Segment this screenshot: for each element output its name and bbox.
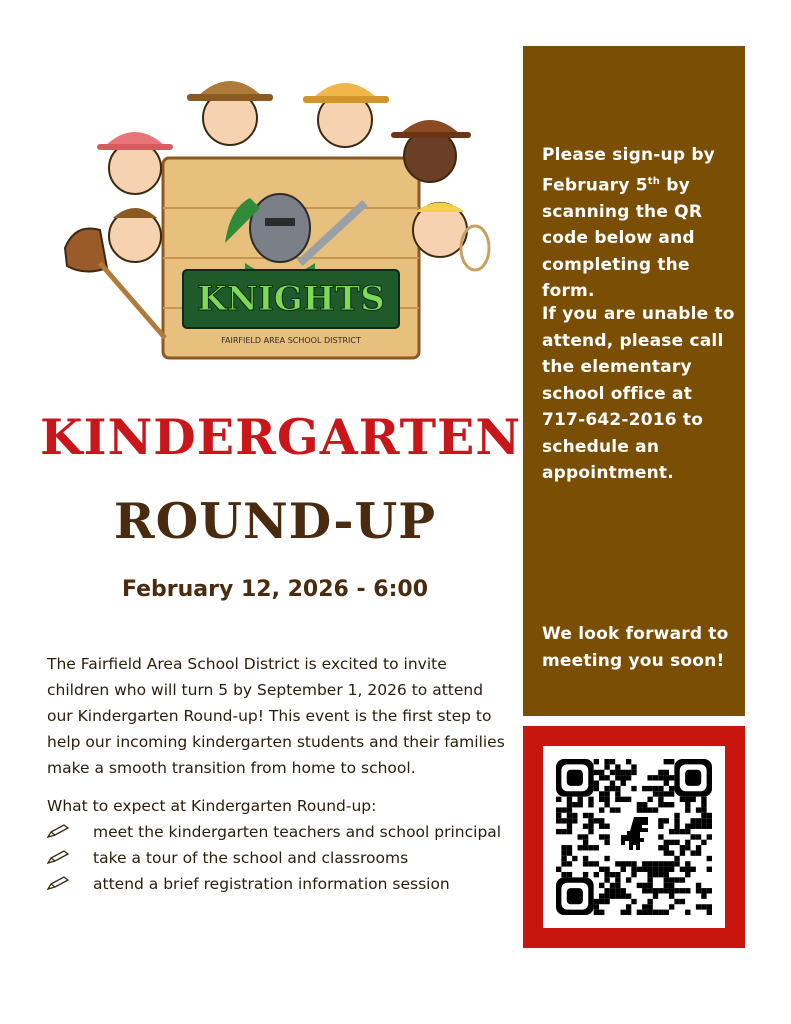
svg-text:FAIRFIELD AREA SCHOOL DISTRICT: FAIRFIELD AREA SCHOOL DISTRICT bbox=[221, 336, 361, 345]
expect-list bbox=[47, 819, 517, 897]
intro-paragraph: The Fairfield Area School District is excited to invite children who will turn 5 by September 1, 2026 to attend our Kindergarten Round-up! This event is the first step to help our incoming kindergarten students and their families make a smooth transition from home to school. bbox=[47, 655, 505, 777]
qr-code[interactable] bbox=[556, 759, 712, 915]
signup-text: Please sign-up by February 5th by scanning the QR code below and completing the form. bbox=[542, 145, 715, 302]
qr-frame bbox=[523, 726, 745, 948]
event-date: February 12, 2026 - 6:00 bbox=[121, 577, 429, 602]
dinosaur-icon bbox=[621, 817, 648, 850]
list-item: meet the kindergarten teachers and school principal bbox=[47, 819, 517, 845]
svg-text:KNIGHTS: KNIGHTS bbox=[197, 279, 385, 319]
qr-finder-pattern bbox=[556, 759, 594, 797]
title-round-up: ROUND-UP bbox=[113, 492, 437, 550]
hero-illustration bbox=[55, 58, 495, 363]
list-item: take a tour of the school and classrooms bbox=[47, 845, 517, 871]
qr-finder-pattern bbox=[674, 759, 712, 797]
closing-text: We look forward to meeting you soon! bbox=[542, 624, 729, 671]
expect-section bbox=[47, 793, 517, 897]
info-sidebar bbox=[523, 46, 745, 716]
expect-heading: What to expect at Kindergarten Round-up: bbox=[47, 797, 377, 815]
pencil-icon bbox=[47, 876, 69, 890]
unable-text: If you are unable to attend, please call the elementary school office at 717-642-2016 to schedule an appointment. bbox=[542, 304, 735, 483]
qr-finder-pattern bbox=[556, 877, 594, 915]
pencil-icon bbox=[47, 850, 69, 864]
title-kindergarten: KINDERGARTEN bbox=[40, 408, 522, 466]
pencil-icon bbox=[47, 824, 69, 838]
list-item: attend a brief registration information session bbox=[47, 871, 517, 897]
